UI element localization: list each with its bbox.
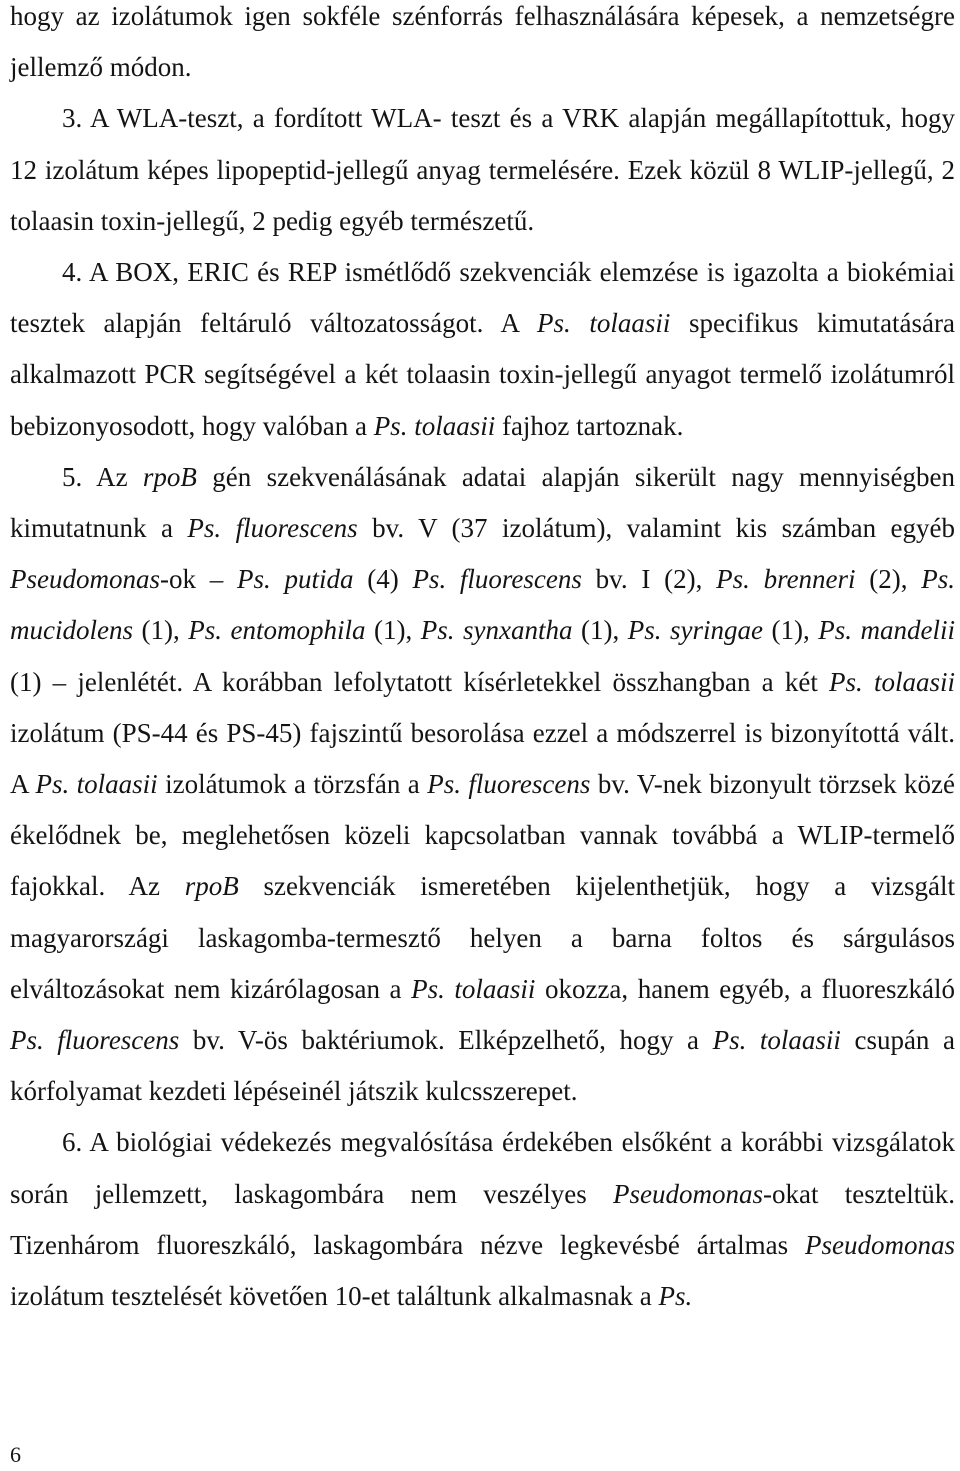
text-run: okozza, hanem egyéb, a fluoreszkáló [535,973,956,1004]
text-run: (1), [763,615,819,646]
italic-term: Ps. [658,1281,693,1312]
italic-term: Ps. putida [236,564,354,595]
italic-term: Ps. fluorescens [10,1025,180,1056]
italic-term: Ps. fluorescens [187,513,358,544]
text-run: izolátum tesztelését követően 10-et találtunk alkalmasnak a [10,1281,659,1312]
paragraph-p0 [10,0,955,93]
paragraph-p5 [10,452,955,1118]
text-run: specifikus kimutatására alkalmazott PCR segítségével a két tolaasin toxin-jellegű anyagot termelő izolátumról bebizonyosodott, hogy valóban a [10,308,955,441]
text-run: (1), [572,615,628,646]
text-run: izolátumok a törzsfán a [157,769,428,800]
text-run: hogy az izolátumok igen sokféle szénforrás felhasználására képesek, a nemzetségre jellemző módon. [10,1,955,83]
italic-term: Pseudomonas [613,1178,763,1209]
italic-term: Ps. tolaasii [537,308,671,339]
paragraph-p4 [10,247,955,452]
text-run: fajhoz tartoznak. [495,410,684,441]
text-run: (2), [855,564,922,595]
text-run: (4) [353,564,413,595]
body-text [10,0,955,1322]
italic-term: Ps. mandelii [818,615,956,646]
page-number: 6 [10,1442,21,1467]
text-run: gén szekvenálásának adatai alapján sikerült nagy mennyiségben kimutatnunk a [10,461,955,544]
paragraph-p6 [10,1117,955,1322]
italic-term: rpoB [142,461,197,492]
italic-term: Ps. fluorescens [412,564,582,595]
italic-term: Ps. tolaasii [373,410,496,441]
italic-term: Ps. tolaasii [411,973,536,1004]
text-run: 5. Az [62,461,143,492]
text-run: bv. V-ös baktériumok. Elképzelhető, hogy a [179,1025,713,1056]
text-run: izolátum (PS-44 és PS-45) fajszintű besorolása ezzel a módszerrel is bizonyítottá vált. A [10,717,955,800]
text-run: 6. A biológiai védekezés megvalósítása érdekében elsőként a korábbi vizsgálatok során jellemzett, laskagombára nem veszélyes [10,1127,955,1209]
text-run: bv. V (37 izolátum), valamint kis számban egyéb [357,513,955,544]
italic-term: Pseudomonas [805,1229,955,1260]
text-run: bv. V-nek bizonyult törzsek közé ékelődnek be, meglehetősen közeli kapcsolatban vannak továbbá a WLIP-termelő fajokkal. Az [10,769,956,902]
italic-term: Ps. entomophila [188,615,366,646]
italic-term: Ps. tolaasii [712,1025,841,1056]
text-run: (1), [132,615,189,646]
italic-term: Ps. synxantha [420,615,573,646]
text-run: (1) – jelenlétét. A korábban lefolytatott kísérletekkel összhangban a két [10,666,830,697]
italic-term: Ps. tolaasii [829,666,955,697]
italic-term: Ps. tolaasii [35,769,158,800]
italic-term: Ps. mucidolens [10,564,956,646]
text-run: -ok – [160,564,237,595]
text-run: (1), [365,615,421,646]
italic-term: rpoB [184,871,239,902]
text-run: szekvenciák ismeretében kijelenthetjük, hogy a vizsgált magyarországi laskagomba-termesztő helyen a barna foltos és sárgulásos elváltozásokat nem kizárólagosan a [10,871,955,1004]
italic-term: Ps. brenneri [716,564,856,595]
text-run: -okat teszteltük. Tizenhárom fluoreszkáló, laskagombára nézve legkevésbé ártalmas [10,1178,955,1260]
text-run: 4. A BOX, ERIC és REP ismétlődő szekvenciák elemzése is igazolta a biokémiai tesztek alapján feltáruló változatosságot. A [10,257,955,339]
text-run: bv. I (2), [581,564,717,595]
paragraph-p3 [10,93,955,247]
text-run: 3. A WLA-teszt, a fordított WLA- teszt és a VRK alapján megállapítottuk, hogy 12 izolátum képes lipopeptid-jellegű anyag termelésére. Ezek közül 8 WLIP-jellegű, 2 tolaasin toxin-jellegű, 2 pedig egyéb természetű. [10,103,955,236]
italic-term: Pseudomonas [10,564,160,595]
italic-term: Ps. fluorescens [427,769,591,800]
text-run: csupán a kórfolyamat kezdeti lépéseinél játszik kulcsszerepet. [10,1025,955,1107]
italic-term: Ps. syringae [627,615,764,646]
